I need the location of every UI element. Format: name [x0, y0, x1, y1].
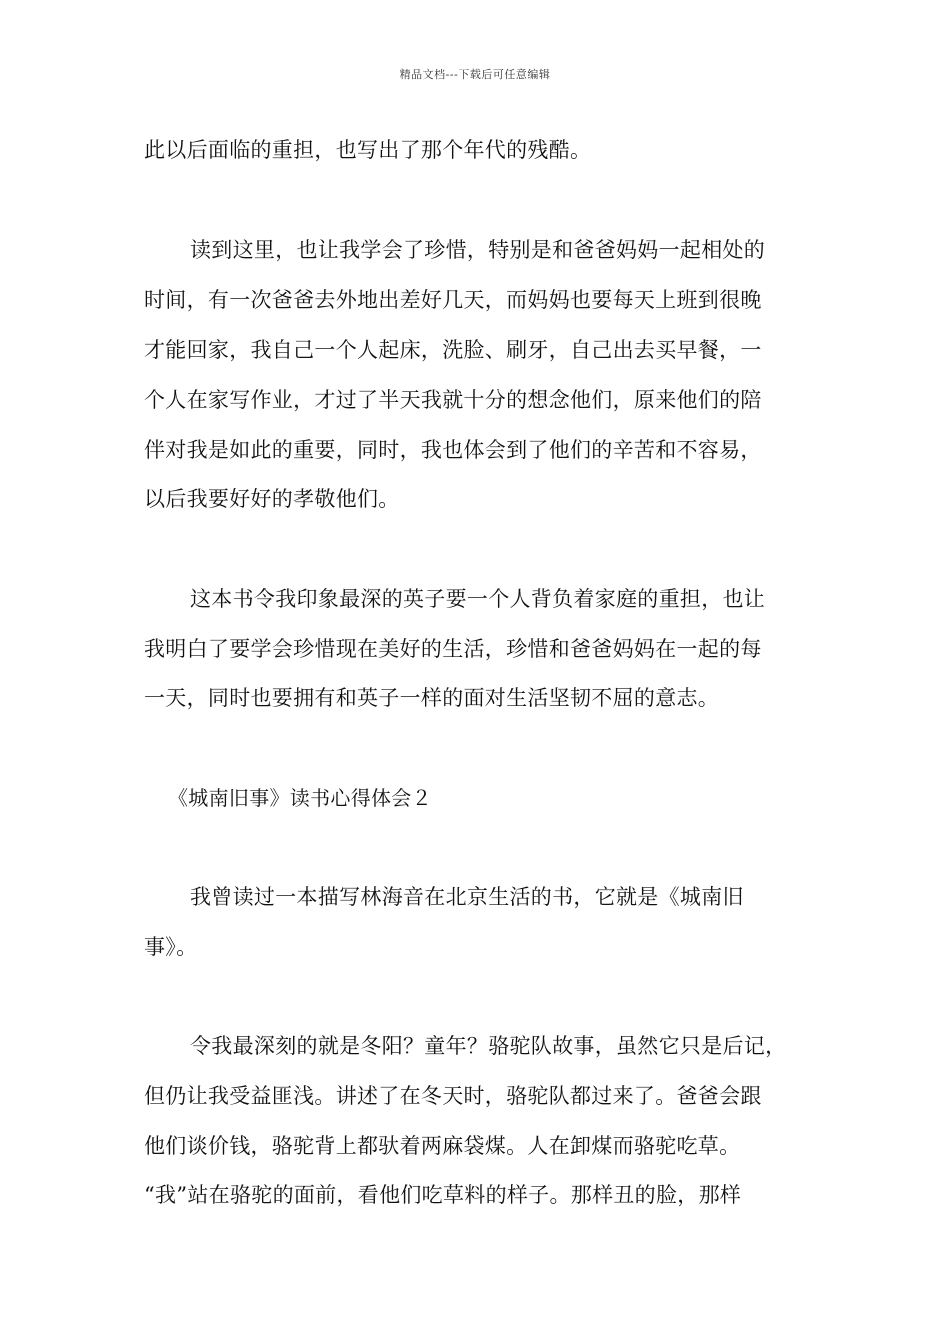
paragraph-line: 我曾读过一本描写林海音在北京生活的书，它就是《城南旧: [190, 885, 744, 909]
paragraph-line: 以后我要好好的孝敬他们。: [144, 487, 400, 511]
paragraph-line: 令我最深刻的就是冬阳？童年？骆驼队故事，虽然它只是后记，: [190, 1034, 787, 1058]
paragraph-line: 但仍让我受益匪浅。讲述了在冬天时，骆驼队都过来了。爸爸会跟: [144, 1084, 762, 1108]
paragraph-line: 一天，同时也要拥有和英子一样的面对生活坚韧不屈的意志。: [144, 686, 720, 710]
paragraph-line: 伴对我是如此的重要，同时，我也体会到了他们的辛苦和不容易，: [144, 438, 762, 462]
paragraph-line: “我”站在骆驼的面前，看他们吃草料的样子。那样丑的脸，那样: [144, 1183, 742, 1207]
page-header: 精品文档---下载后可任意编辑: [399, 68, 551, 81]
paragraph-line: 此以后面临的重担，也写出了那个年代的残酷。: [144, 138, 592, 162]
paragraph-line: 读到这里，也让我学会了珍惜，特别是和爸爸妈妈一起相处的: [190, 238, 766, 262]
paragraph-line: 这本书令我印象最深的英子要一个人背负着家庭的重担，也让: [190, 587, 766, 611]
paragraph-line: 才能回家，我自己一个人起床，洗脸、刷牙，自己出去买早餐，一: [144, 338, 762, 362]
paragraph-line: 个人在家写作业，才过了半天我就十分的想念他们，原来他们的陪: [144, 388, 762, 412]
paragraph-line: 事》。: [144, 935, 198, 959]
paragraph-line: 我明白了要学会珍惜现在美好的生活，珍惜和爸爸妈妈在一起的每: [144, 637, 762, 661]
paragraph-line: 时间，有一次爸爸去外地出差好几天，而妈妈也要每天上班到很晚: [144, 288, 762, 312]
section-title: 《城南旧事》读书心得体会２: [168, 786, 432, 810]
paragraph-line: 他们谈价钱，骆驼背上都驮着两麻袋煤。人在卸煤而骆驼吃草。: [144, 1134, 741, 1158]
